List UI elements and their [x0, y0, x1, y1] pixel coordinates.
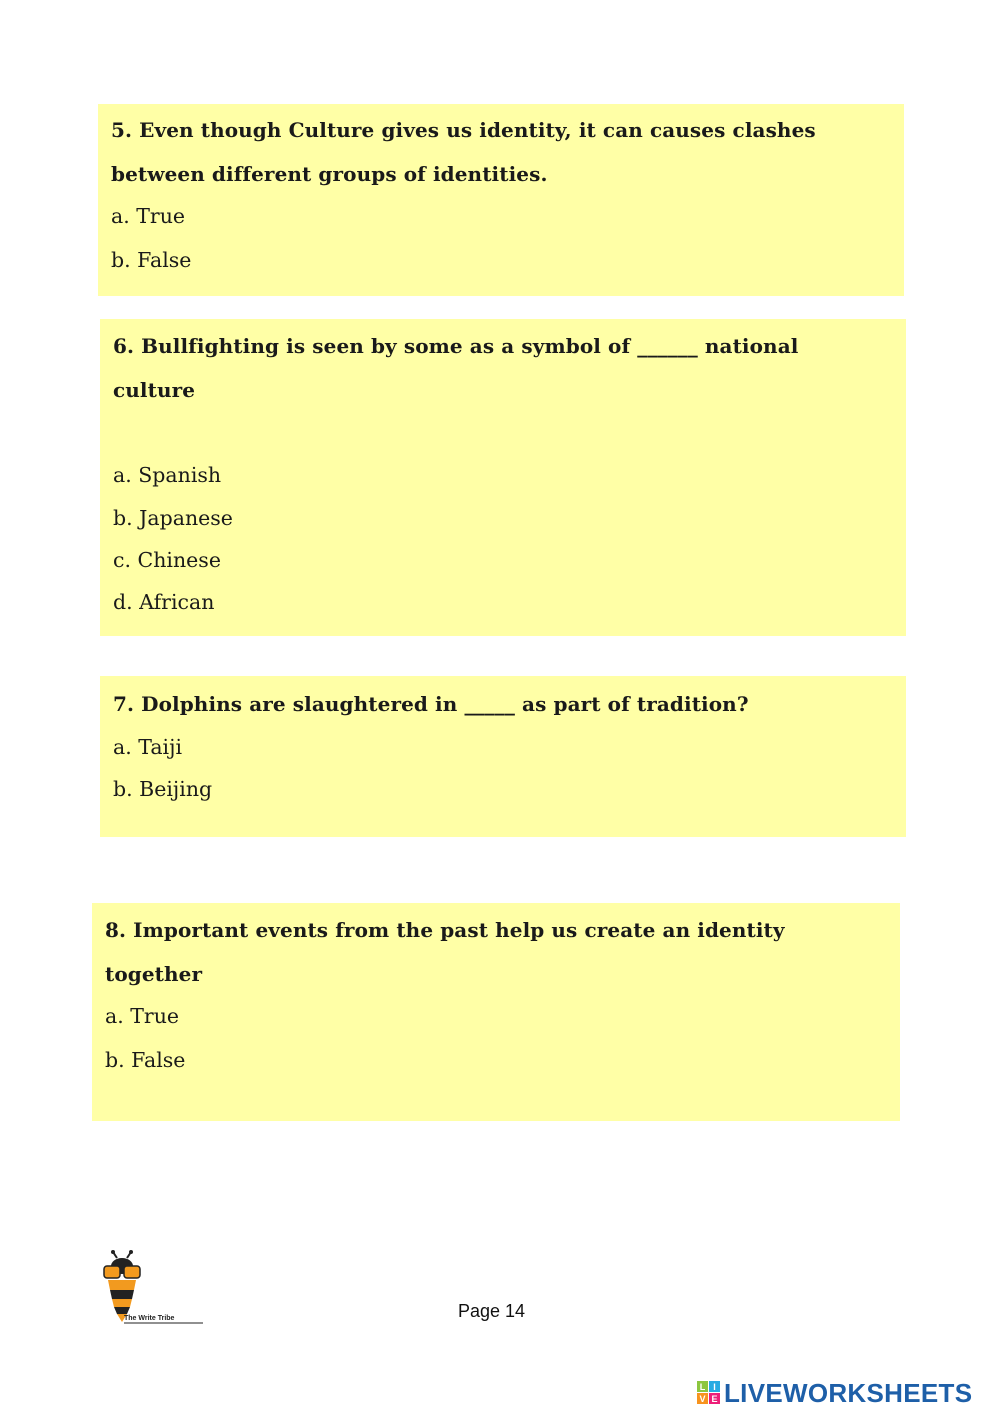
question-6-option-a[interactable]: a. Spanish — [113, 463, 222, 487]
question-5-box — [98, 104, 904, 296]
svg-text:E: E — [711, 1394, 718, 1404]
question-7-text: 7. Dolphins are slaughtered in _____ as part of tradition? — [113, 692, 749, 716]
svg-text:L: L — [699, 1382, 706, 1392]
question-6-text: 6. Bullfighting is seen by some as a symbol of ______ national culture — [113, 334, 806, 402]
question-5-option-b[interactable]: b. False — [111, 248, 192, 272]
question-5-text: 5. Even though Culture gives us identity, it can causes clashes between different groups of identities. — [111, 118, 823, 186]
liveworksheets-wordmark: LIVEWORKSHEETS — [724, 1377, 973, 1408]
question-6-option-b[interactable]: b. Japanese — [113, 506, 233, 530]
question-6-box — [100, 319, 906, 636]
question-6-option-d[interactable]: d. African — [113, 590, 215, 614]
svg-text:V: V — [699, 1394, 706, 1404]
svg-text:I: I — [713, 1382, 716, 1392]
liveworksheets-logo-icon — [697, 1381, 721, 1405]
question-8-option-b[interactable]: b. False — [105, 1048, 186, 1072]
logo-caption: The Write Tribe — [124, 1315, 175, 1322]
question-7-option-a[interactable]: a. Taiji — [113, 735, 183, 759]
question-6-option-c[interactable]: c. Chinese — [113, 548, 221, 572]
page-number: Page 14 — [458, 1301, 526, 1321]
write-tribe-logo — [100, 1250, 210, 1330]
question-5-option-a[interactable]: a. True — [111, 204, 186, 228]
question-8-text: 8. Important events from the past help us create an identity together — [105, 918, 792, 986]
question-7-option-b[interactable]: b. Beijing — [113, 777, 213, 801]
liveworksheets-brand[interactable] — [697, 1378, 972, 1408]
question-8-box — [92, 903, 900, 1121]
question-8-option-a[interactable]: a. True — [105, 1004, 180, 1028]
question-7-box — [100, 676, 906, 837]
bee-icon — [100, 1250, 210, 1330]
